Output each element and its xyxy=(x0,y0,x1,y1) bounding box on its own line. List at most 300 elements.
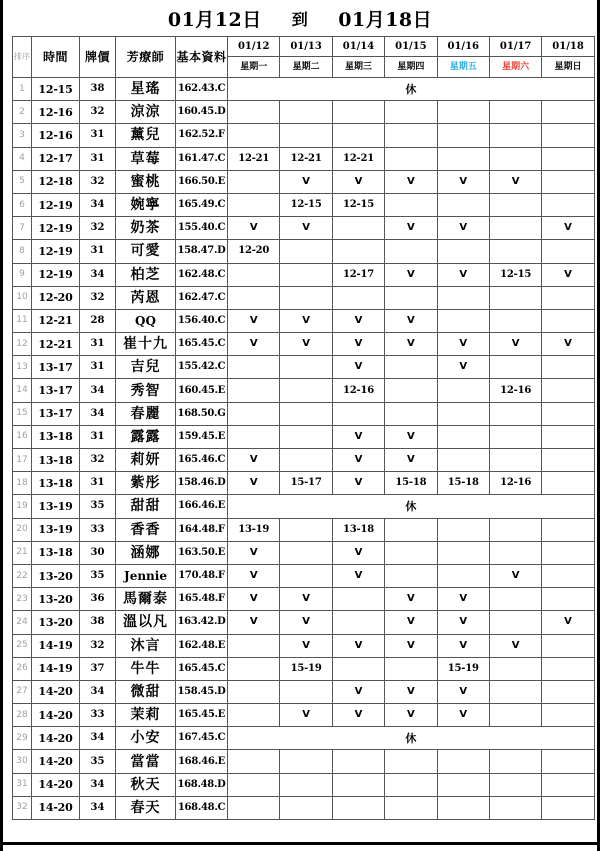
cell-booking-empty[interactable] xyxy=(489,124,541,147)
cell-booking-mark[interactable]: V xyxy=(228,309,280,332)
cell-info[interactable]: 158.46.D xyxy=(176,472,228,495)
cell-therapist[interactable]: 莉妍 xyxy=(116,449,176,472)
cell-time[interactable]: 13-20 xyxy=(32,588,80,611)
cell-booking-mark[interactable]: V xyxy=(385,263,437,286)
cell-info[interactable]: 165.45.E xyxy=(176,704,228,727)
cell-price[interactable]: 31 xyxy=(80,356,116,379)
cell-time[interactable]: 12-19 xyxy=(32,193,80,216)
cell-info[interactable]: 158.45.D xyxy=(176,680,228,703)
cell-booking-mark[interactable]: V xyxy=(280,634,332,657)
cell-booking-empty[interactable] xyxy=(542,170,594,193)
cell-info[interactable]: 158.47.D xyxy=(176,240,228,263)
cell-booking-empty[interactable] xyxy=(542,773,594,796)
cell-booking-mark[interactable]: V xyxy=(228,217,280,240)
cell-therapist[interactable]: 奶茶 xyxy=(116,217,176,240)
cell-booking-empty[interactable] xyxy=(489,704,541,727)
cell-booking-empty[interactable] xyxy=(280,541,332,564)
cell-booking-mark[interactable]: V xyxy=(542,333,594,356)
cell-booking-empty[interactable] xyxy=(385,796,437,819)
cell-info[interactable]: 165.45.C xyxy=(176,333,228,356)
cell-booking-empty[interactable] xyxy=(228,402,280,425)
cell-time[interactable]: 13-18 xyxy=(32,449,80,472)
cell-info[interactable]: 168.46.E xyxy=(176,750,228,773)
cell-booking-mark[interactable]: V xyxy=(437,263,489,286)
cell-time[interactable]: 12-19 xyxy=(32,217,80,240)
cell-booking-empty[interactable] xyxy=(228,193,280,216)
cell-therapist[interactable]: 小安 xyxy=(116,727,176,750)
cell-booking-mark[interactable]: V xyxy=(437,588,489,611)
table-row[interactable] xyxy=(13,495,595,518)
cell-info[interactable]: 155.42.C xyxy=(176,356,228,379)
cell-booking-empty[interactable] xyxy=(437,449,489,472)
cell-booking-empty[interactable] xyxy=(332,796,384,819)
cell-booking-empty[interactable] xyxy=(385,286,437,309)
cell-booking-empty[interactable] xyxy=(228,704,280,727)
cell-booking-mark[interactable]: V xyxy=(280,170,332,193)
cell-therapist[interactable]: 涵娜 xyxy=(116,541,176,564)
cell-booking-range[interactable]: 12-20 xyxy=(228,240,280,263)
cell-time[interactable]: 12-19 xyxy=(32,240,80,263)
cell-booking-empty[interactable] xyxy=(437,541,489,564)
cell-price[interactable]: 32 xyxy=(80,449,116,472)
cell-booking-mark[interactable]: V xyxy=(228,541,280,564)
cell-booking-empty[interactable] xyxy=(385,240,437,263)
cell-booking-empty[interactable] xyxy=(437,379,489,402)
table-row[interactable] xyxy=(13,727,595,750)
cell-booking-empty[interactable] xyxy=(385,402,437,425)
cell-booking-mark[interactable]: V xyxy=(332,680,384,703)
cell-booking-empty[interactable] xyxy=(542,309,594,332)
cell-booking-mark[interactable]: V xyxy=(437,356,489,379)
cell-booking-empty[interactable] xyxy=(332,750,384,773)
table-row[interactable] xyxy=(13,773,595,796)
cell-booking-empty[interactable] xyxy=(280,518,332,541)
cell-booking-mark[interactable]: V xyxy=(385,680,437,703)
cell-booking-range[interactable]: 15-19 xyxy=(280,657,332,680)
cell-booking-empty[interactable] xyxy=(489,425,541,448)
cell-booking-range[interactable]: 12-15 xyxy=(332,193,384,216)
cell-booking-empty[interactable] xyxy=(280,240,332,263)
cell-booking-mark[interactable]: V xyxy=(332,449,384,472)
cell-booking-empty[interactable] xyxy=(437,101,489,124)
cell-booking-mark[interactable]: V xyxy=(228,611,280,634)
table-row[interactable] xyxy=(13,356,595,379)
cell-booking-empty[interactable] xyxy=(542,379,594,402)
cell-price[interactable]: 33 xyxy=(80,518,116,541)
cell-time[interactable]: 14-20 xyxy=(32,680,80,703)
table-row[interactable] xyxy=(13,147,595,170)
cell-booking-empty[interactable] xyxy=(489,356,541,379)
cell-rest-day[interactable]: 休 xyxy=(228,495,595,518)
cell-booking-mark[interactable]: V xyxy=(332,634,384,657)
cell-booking-mark[interactable]: V xyxy=(332,472,384,495)
cell-booking-empty[interactable] xyxy=(385,773,437,796)
cell-booking-empty[interactable] xyxy=(542,634,594,657)
cell-time[interactable]: 12-15 xyxy=(32,78,80,101)
cell-booking-mark[interactable]: V xyxy=(228,588,280,611)
cell-booking-empty[interactable] xyxy=(280,356,332,379)
cell-price[interactable]: 31 xyxy=(80,240,116,263)
cell-booking-empty[interactable] xyxy=(489,773,541,796)
cell-booking-empty[interactable] xyxy=(437,796,489,819)
cell-therapist[interactable]: 秋天 xyxy=(116,773,176,796)
table-row[interactable] xyxy=(13,124,595,147)
cell-booking-empty[interactable] xyxy=(385,124,437,147)
cell-booking-empty[interactable] xyxy=(332,240,384,263)
cell-booking-range[interactable]: 12-21 xyxy=(332,147,384,170)
cell-booking-empty[interactable] xyxy=(489,309,541,332)
cell-therapist[interactable]: Jennie xyxy=(116,564,176,587)
cell-therapist[interactable]: 牛牛 xyxy=(116,657,176,680)
cell-info[interactable]: 162.52.F xyxy=(176,124,228,147)
cell-booking-mark[interactable]: V xyxy=(280,333,332,356)
cell-info[interactable]: 156.40.C xyxy=(176,309,228,332)
cell-booking-empty[interactable] xyxy=(280,379,332,402)
cell-therapist[interactable]: 春天 xyxy=(116,796,176,819)
table-row[interactable] xyxy=(13,101,595,124)
cell-booking-empty[interactable] xyxy=(385,356,437,379)
cell-booking-mark[interactable]: V xyxy=(385,449,437,472)
table-row[interactable] xyxy=(13,564,595,587)
cell-booking-empty[interactable] xyxy=(542,564,594,587)
cell-booking-mark[interactable]: V xyxy=(385,704,437,727)
cell-price[interactable]: 36 xyxy=(80,588,116,611)
cell-price[interactable]: 28 xyxy=(80,309,116,332)
cell-time[interactable]: 12-17 xyxy=(32,147,80,170)
cell-booking-empty[interactable] xyxy=(489,217,541,240)
cell-booking-empty[interactable] xyxy=(437,309,489,332)
cell-booking-range[interactable]: 15-18 xyxy=(437,472,489,495)
cell-info[interactable]: 168.48.C xyxy=(176,796,228,819)
cell-booking-empty[interactable] xyxy=(437,193,489,216)
cell-booking-mark[interactable]: V xyxy=(332,704,384,727)
cell-booking-empty[interactable] xyxy=(280,286,332,309)
cell-booking-mark[interactable]: V xyxy=(280,309,332,332)
cell-booking-range[interactable]: 13-18 xyxy=(332,518,384,541)
cell-info[interactable]: 165.45.C xyxy=(176,657,228,680)
cell-price[interactable]: 31 xyxy=(80,425,116,448)
cell-booking-empty[interactable] xyxy=(332,101,384,124)
cell-price[interactable]: 34 xyxy=(80,263,116,286)
cell-price[interactable]: 31 xyxy=(80,147,116,170)
cell-booking-empty[interactable] xyxy=(228,263,280,286)
cell-booking-empty[interactable] xyxy=(280,564,332,587)
cell-booking-empty[interactable] xyxy=(332,124,384,147)
cell-booking-mark[interactable]: V xyxy=(228,564,280,587)
cell-booking-mark[interactable]: V xyxy=(280,704,332,727)
cell-therapist[interactable]: 星瑤 xyxy=(116,78,176,101)
cell-therapist[interactable]: QQ xyxy=(116,309,176,332)
cell-time[interactable]: 12-19 xyxy=(32,263,80,286)
cell-price[interactable]: 30 xyxy=(80,541,116,564)
cell-therapist[interactable]: 婉寧 xyxy=(116,193,176,216)
cell-booking-empty[interactable] xyxy=(489,541,541,564)
cell-booking-range[interactable]: 12-17 xyxy=(332,263,384,286)
cell-booking-mark[interactable]: V xyxy=(332,333,384,356)
table-row[interactable] xyxy=(13,78,595,101)
cell-booking-empty[interactable] xyxy=(280,796,332,819)
table-row[interactable] xyxy=(13,170,595,193)
cell-booking-empty[interactable] xyxy=(228,425,280,448)
table-row[interactable] xyxy=(13,240,595,263)
cell-therapist[interactable]: 茉莉 xyxy=(116,704,176,727)
table-row[interactable] xyxy=(13,425,595,448)
cell-booking-empty[interactable] xyxy=(280,124,332,147)
cell-therapist[interactable]: 香香 xyxy=(116,518,176,541)
cell-info[interactable]: 160.45.D xyxy=(176,101,228,124)
cell-info[interactable]: 165.49.C xyxy=(176,193,228,216)
cell-therapist[interactable]: 馬爾泰 xyxy=(116,588,176,611)
cell-booking-mark[interactable]: V xyxy=(228,449,280,472)
cell-booking-empty[interactable] xyxy=(489,680,541,703)
cell-booking-empty[interactable] xyxy=(489,611,541,634)
cell-therapist[interactable]: 芮恩 xyxy=(116,286,176,309)
cell-booking-empty[interactable] xyxy=(332,588,384,611)
cell-info[interactable]: 162.48.E xyxy=(176,634,228,657)
cell-booking-empty[interactable] xyxy=(280,449,332,472)
cell-booking-empty[interactable] xyxy=(280,750,332,773)
table-row[interactable] xyxy=(13,217,595,240)
cell-booking-empty[interactable] xyxy=(489,750,541,773)
cell-booking-mark[interactable]: V xyxy=(489,170,541,193)
cell-booking-empty[interactable] xyxy=(542,193,594,216)
cell-booking-empty[interactable] xyxy=(489,449,541,472)
cell-booking-mark[interactable]: V xyxy=(437,217,489,240)
cell-info[interactable]: 162.43.C xyxy=(176,78,228,101)
cell-info[interactable]: 163.42.D xyxy=(176,611,228,634)
cell-booking-empty[interactable] xyxy=(489,193,541,216)
cell-booking-empty[interactable] xyxy=(385,750,437,773)
cell-price[interactable]: 31 xyxy=(80,124,116,147)
cell-booking-empty[interactable] xyxy=(385,564,437,587)
cell-booking-empty[interactable] xyxy=(228,286,280,309)
cell-price[interactable]: 34 xyxy=(80,402,116,425)
cell-price[interactable]: 34 xyxy=(80,193,116,216)
cell-time[interactable]: 12-20 xyxy=(32,286,80,309)
cell-therapist[interactable]: 草莓 xyxy=(116,147,176,170)
cell-booking-empty[interactable] xyxy=(437,402,489,425)
cell-booking-empty[interactable] xyxy=(489,286,541,309)
cell-booking-empty[interactable] xyxy=(280,263,332,286)
cell-price[interactable]: 32 xyxy=(80,634,116,657)
cell-info[interactable]: 170.48.F xyxy=(176,564,228,587)
cell-booking-empty[interactable] xyxy=(385,379,437,402)
table-row[interactable] xyxy=(13,518,595,541)
cell-therapist[interactable]: 柏芝 xyxy=(116,263,176,286)
cell-booking-mark[interactable]: V xyxy=(437,680,489,703)
cell-booking-mark[interactable]: V xyxy=(228,472,280,495)
cell-booking-empty[interactable] xyxy=(489,240,541,263)
cell-booking-mark[interactable]: V xyxy=(385,217,437,240)
cell-time[interactable]: 13-19 xyxy=(32,495,80,518)
cell-time[interactable]: 12-16 xyxy=(32,101,80,124)
cell-booking-empty[interactable] xyxy=(228,124,280,147)
cell-booking-mark[interactable]: V xyxy=(437,634,489,657)
cell-booking-empty[interactable] xyxy=(542,240,594,263)
cell-info[interactable]: 164.48.F xyxy=(176,518,228,541)
cell-booking-empty[interactable] xyxy=(542,286,594,309)
cell-therapist[interactable]: 吉兒 xyxy=(116,356,176,379)
table-row[interactable] xyxy=(13,634,595,657)
cell-booking-empty[interactable] xyxy=(437,240,489,263)
cell-booking-empty[interactable] xyxy=(280,402,332,425)
cell-info[interactable]: 165.46.C xyxy=(176,449,228,472)
cell-time[interactable]: 14-20 xyxy=(32,773,80,796)
cell-booking-range[interactable]: 15-19 xyxy=(437,657,489,680)
cell-time[interactable]: 12-18 xyxy=(32,170,80,193)
cell-time[interactable]: 13-18 xyxy=(32,425,80,448)
table-row[interactable] xyxy=(13,449,595,472)
cell-therapist[interactable]: 當當 xyxy=(116,750,176,773)
cell-booking-empty[interactable] xyxy=(280,425,332,448)
cell-price[interactable]: 31 xyxy=(80,472,116,495)
cell-booking-empty[interactable] xyxy=(437,564,489,587)
cell-time[interactable]: 14-20 xyxy=(32,750,80,773)
cell-booking-empty[interactable] xyxy=(385,193,437,216)
cell-price[interactable]: 32 xyxy=(80,217,116,240)
cell-therapist[interactable]: 甜甜 xyxy=(116,495,176,518)
cell-booking-empty[interactable] xyxy=(385,147,437,170)
cell-info[interactable]: 155.40.C xyxy=(176,217,228,240)
cell-time[interactable]: 14-20 xyxy=(32,704,80,727)
cell-booking-empty[interactable] xyxy=(542,750,594,773)
cell-booking-empty[interactable] xyxy=(489,101,541,124)
cell-booking-empty[interactable] xyxy=(437,286,489,309)
cell-booking-empty[interactable] xyxy=(332,773,384,796)
cell-booking-range[interactable]: 13-19 xyxy=(228,518,280,541)
table-row[interactable] xyxy=(13,541,595,564)
cell-time[interactable]: 12-16 xyxy=(32,124,80,147)
cell-booking-empty[interactable] xyxy=(437,124,489,147)
cell-info[interactable]: 161.47.C xyxy=(176,147,228,170)
cell-therapist[interactable]: 涼涼 xyxy=(116,101,176,124)
cell-booking-empty[interactable] xyxy=(489,588,541,611)
cell-booking-mark[interactable]: V xyxy=(542,263,594,286)
table-row[interactable] xyxy=(13,657,595,680)
cell-booking-empty[interactable] xyxy=(542,425,594,448)
cell-booking-empty[interactable] xyxy=(437,773,489,796)
cell-therapist[interactable]: 溫以凡 xyxy=(116,611,176,634)
cell-booking-mark[interactable]: V xyxy=(332,356,384,379)
cell-info[interactable]: 162.48.C xyxy=(176,263,228,286)
cell-therapist[interactable]: 沐言 xyxy=(116,634,176,657)
cell-booking-empty[interactable] xyxy=(228,796,280,819)
cell-price[interactable]: 38 xyxy=(80,78,116,101)
cell-booking-mark[interactable]: V xyxy=(489,564,541,587)
cell-therapist[interactable]: 秀智 xyxy=(116,379,176,402)
cell-booking-empty[interactable] xyxy=(280,680,332,703)
cell-booking-range[interactable]: 12-21 xyxy=(228,147,280,170)
cell-booking-empty[interactable] xyxy=(385,657,437,680)
cell-price[interactable]: 32 xyxy=(80,170,116,193)
cell-booking-mark[interactable]: V xyxy=(489,634,541,657)
cell-booking-range[interactable]: 12-16 xyxy=(489,472,541,495)
cell-booking-mark[interactable]: V xyxy=(385,425,437,448)
cell-booking-empty[interactable] xyxy=(332,286,384,309)
cell-price[interactable]: 34 xyxy=(80,680,116,703)
cell-booking-empty[interactable] xyxy=(542,657,594,680)
cell-time[interactable]: 14-19 xyxy=(32,634,80,657)
cell-booking-empty[interactable] xyxy=(332,402,384,425)
cell-time[interactable]: 13-17 xyxy=(32,356,80,379)
cell-booking-empty[interactable] xyxy=(542,796,594,819)
cell-price[interactable]: 32 xyxy=(80,101,116,124)
cell-price[interactable]: 34 xyxy=(80,727,116,750)
cell-price[interactable]: 34 xyxy=(80,796,116,819)
cell-booking-empty[interactable] xyxy=(228,356,280,379)
cell-therapist[interactable]: 紫彤 xyxy=(116,472,176,495)
cell-info[interactable]: 167.45.C xyxy=(176,727,228,750)
cell-booking-empty[interactable] xyxy=(489,657,541,680)
cell-time[interactable]: 12-21 xyxy=(32,309,80,332)
cell-booking-mark[interactable]: V xyxy=(332,170,384,193)
table-row[interactable] xyxy=(13,588,595,611)
cell-booking-empty[interactable] xyxy=(385,541,437,564)
cell-booking-empty[interactable] xyxy=(385,518,437,541)
cell-booking-empty[interactable] xyxy=(489,796,541,819)
cell-time[interactable]: 14-20 xyxy=(32,727,80,750)
cell-booking-range[interactable]: 12-16 xyxy=(332,379,384,402)
cell-booking-empty[interactable] xyxy=(228,379,280,402)
cell-booking-empty[interactable] xyxy=(228,773,280,796)
cell-booking-empty[interactable] xyxy=(489,518,541,541)
cell-time[interactable]: 13-18 xyxy=(32,541,80,564)
cell-info[interactable]: 166.50.E xyxy=(176,170,228,193)
cell-booking-mark[interactable]: V xyxy=(280,611,332,634)
table-row[interactable] xyxy=(13,611,595,634)
cell-booking-range[interactable]: 12-21 xyxy=(280,147,332,170)
cell-booking-empty[interactable] xyxy=(542,472,594,495)
cell-booking-empty[interactable] xyxy=(542,541,594,564)
cell-price[interactable]: 35 xyxy=(80,564,116,587)
cell-therapist[interactable]: 薰兒 xyxy=(116,124,176,147)
table-row[interactable] xyxy=(13,379,595,402)
cell-time[interactable]: 13-18 xyxy=(32,472,80,495)
cell-booking-range[interactable]: 12-16 xyxy=(489,379,541,402)
cell-booking-range[interactable]: 12-15 xyxy=(489,263,541,286)
cell-therapist[interactable]: 微甜 xyxy=(116,680,176,703)
cell-booking-empty[interactable] xyxy=(228,657,280,680)
table-row[interactable] xyxy=(13,333,595,356)
cell-booking-empty[interactable] xyxy=(385,101,437,124)
cell-booking-mark[interactable]: V xyxy=(437,704,489,727)
cell-booking-mark[interactable]: V xyxy=(385,333,437,356)
cell-time[interactable]: 14-19 xyxy=(32,657,80,680)
table-row[interactable] xyxy=(13,796,595,819)
cell-booking-mark[interactable]: V xyxy=(228,333,280,356)
cell-booking-empty[interactable] xyxy=(542,356,594,379)
table-row[interactable] xyxy=(13,263,595,286)
cell-booking-mark[interactable]: V xyxy=(332,425,384,448)
table-row[interactable] xyxy=(13,402,595,425)
cell-price[interactable]: 34 xyxy=(80,773,116,796)
cell-booking-mark[interactable]: V xyxy=(437,611,489,634)
cell-booking-empty[interactable] xyxy=(542,449,594,472)
cell-price[interactable]: 37 xyxy=(80,657,116,680)
cell-info[interactable]: 165.48.F xyxy=(176,588,228,611)
cell-booking-mark[interactable]: V xyxy=(385,634,437,657)
table-row[interactable] xyxy=(13,193,595,216)
cell-booking-mark[interactable]: V xyxy=(385,611,437,634)
cell-price[interactable]: 31 xyxy=(80,333,116,356)
cell-booking-empty[interactable] xyxy=(542,588,594,611)
cell-time[interactable]: 13-19 xyxy=(32,518,80,541)
cell-price[interactable]: 34 xyxy=(80,379,116,402)
table-row[interactable] xyxy=(13,750,595,773)
table-row[interactable] xyxy=(13,309,595,332)
cell-booking-mark[interactable]: V xyxy=(542,611,594,634)
cell-booking-range[interactable]: 15-17 xyxy=(280,472,332,495)
